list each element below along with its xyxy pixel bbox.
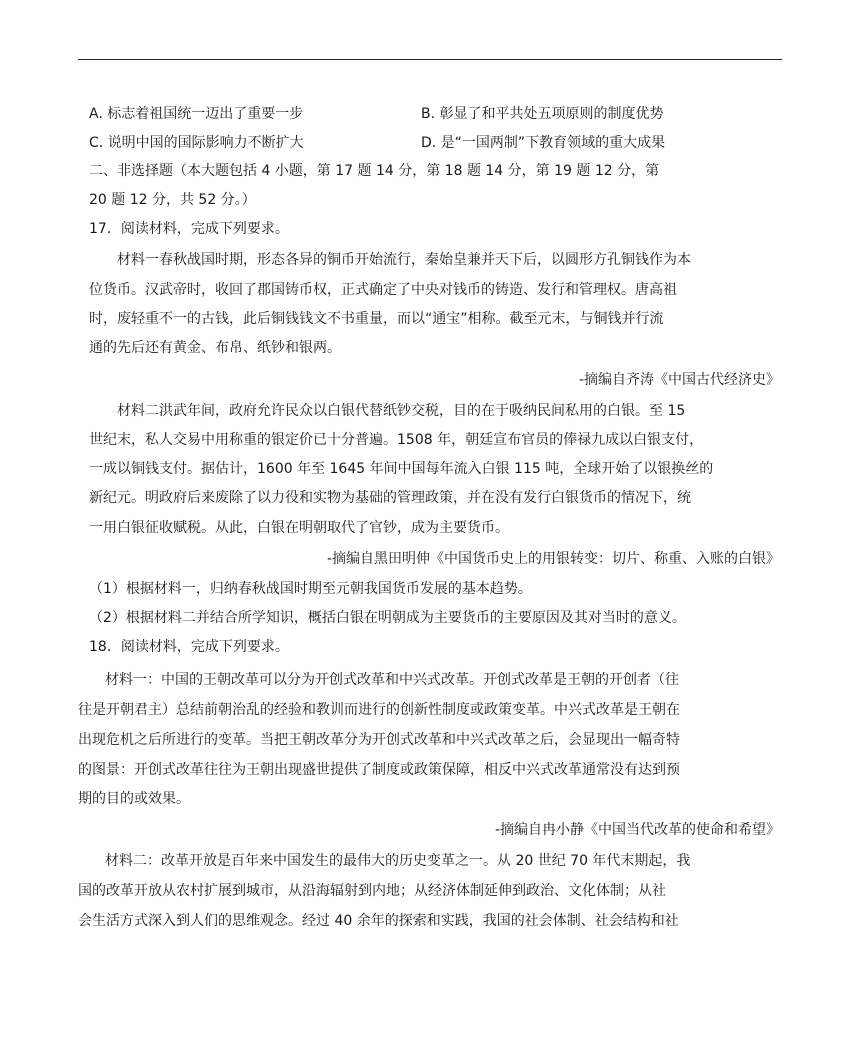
section-title-line-2: 20 题 12 分，共 52 分。） — [89, 192, 256, 208]
q17-material1-line: 时，废轻重不一的古钱，此后铜钱钱文不书重量，而以“通宝”相称。截至元末，与铜钱并行流 — [89, 311, 664, 327]
q17-header: 17．阅读材料，完成下列要求。 — [89, 221, 289, 237]
q17-source-2: -摘编自黑田明伸《中国货币史上的用银转变：切片、称重、入账的白银》 — [326, 551, 780, 567]
option-d: D. 是“一国两制”下教育领域的重大成果 — [421, 135, 666, 151]
q18-material2-line: 国的改革开放从农村扩展到城市，从沿海辐射到内地；从经济体制延伸到政治、文化体制；从社 — [78, 883, 666, 899]
q18-header: 18．阅读材料，完成下列要求。 — [89, 639, 289, 655]
q17-material2-line: 世纪末，私人交易中用称重的银定价已十分普遍。1508 年，朝廷宣布官员的俸禄九成以白银支付， — [89, 432, 704, 448]
q18-material1-line: 出现危机之后所进行的变革。当把王朝改革分为开创式改革和中兴式改革之后，会显现出一幅奇特 — [78, 732, 680, 748]
header-rule — [78, 59, 782, 60]
q17-material2-line: 一成以铜钱支付。据估计，1600 年至 1645 年间中国每年流入白银 115 吨，全球开始了以银换丝的 — [89, 461, 714, 477]
q18-material2-line: 材料二：改革开放是百年来中国发生的最伟大的历史变革之一。从 20 世纪 70 年代末期起，我 — [105, 853, 691, 869]
q17-material1-line: 材料一春秋战国时期，形态各异的铜币开始流行，秦始皇兼并天下后，以圆形方孔铜钱作为本 — [117, 252, 691, 268]
q17-source-1: -摘编自齐涛《中国古代经济史》 — [578, 372, 780, 388]
option-a: A. 标志着祖国统一迈出了重要一步 — [89, 106, 304, 122]
q17-subquestion-1: （1）根据材料一，归纳春秋战国时期至元朝我国货币发展的基本趋势。 — [89, 581, 532, 597]
q18-material1-line: 往是开朝君主）总结前朝治乱的经验和教训而进行的创新性制度或政策变革。中兴式改革是王朝在 — [78, 702, 680, 718]
q18-material1-line: 材料一：中国的王朝改革可以分为开创式改革和中兴式改革。开创式改革是王朝的开创者（往 — [105, 672, 679, 688]
q17-material2-line: 新纪元。明政府后来废除了以力役和实物为基础的管理政策，并在没有发行白银货币的情况下，统 — [89, 490, 691, 506]
section-title-line-1: 二、非选择题（本大题包括 4 小题，第 17 题 14 分，第 18 题 14 分，第 19 题 12 分，第 — [89, 163, 660, 179]
q18-source-1: -摘编自冉小静《中国当代改革的使命和希望》 — [494, 822, 780, 838]
option-b: B. 彰显了和平共处五项原则的制度优势 — [421, 106, 664, 122]
q17-subquestion-2: （2）根据材料二并结合所学知识，概括白银在明朝成为主要货币的主要原因及其对当时的意义。 — [89, 610, 686, 626]
q17-material1-line: 通的先后还有黄金、布帛、纸钞和银两。 — [89, 340, 341, 356]
q18-material1-line: 的图景：开创式改革往往为王朝出现盛世提供了制度或政策保障，相反中兴式改革通常没有达到预 — [78, 762, 680, 778]
option-c: C. 说明中国的国际影响力不断扩大 — [89, 135, 304, 151]
q17-material2-line: 材料二洪武年间，政府允许民众以白银代替纸钞交税，目的在于吸纳民间私用的白银。至 15 — [117, 403, 686, 419]
q18-material1-line: 期的目的或效果。 — [78, 791, 190, 807]
q17-material1-line: 位货币。汉武帝时，收回了郡国铸币权，正式确定了中央对钱币的铸造、发行和管理权。唐高祖 — [89, 282, 677, 298]
q17-material2-line: 一用白银征收赋税。从此，白银在明朝取代了官钞，成为主要货币。 — [89, 520, 509, 536]
q18-material2-line: 会生活方式深入到人们的思维观念。经过 40 余年的探索和实践，我国的社会体制、社会结构和社 — [78, 913, 679, 929]
